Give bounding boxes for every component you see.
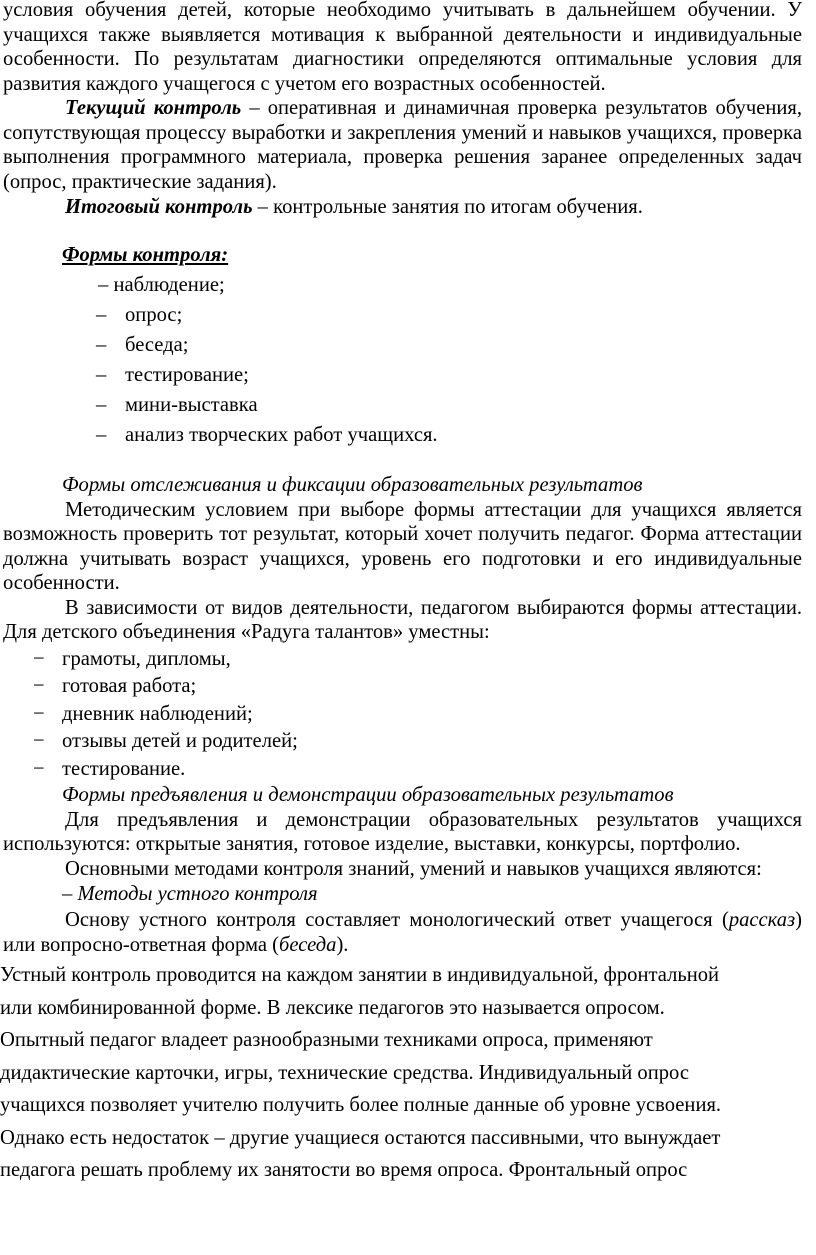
list-item: [0, 390, 802, 420]
presentation-paragraph-2: Основными методами контроля знаний, умений и навыков учащихся являются:: [65, 857, 762, 880]
list-item: [0, 646, 802, 674]
oral-story-term: рассказ: [728, 909, 796, 931]
text-line: педагога решать проблему их занятости во время опроса. Фронтальный опрос: [0, 1159, 688, 1181]
list-item-text: беседа;: [125, 333, 189, 356]
list-item: [0, 330, 802, 360]
control-forms-heading: [0, 242, 802, 268]
current-control-term: Текущий контроль: [65, 97, 242, 119]
text-line: дидактические карточки, игры, технические средства. Индивидуальный опрос: [0, 1061, 689, 1084]
dash-marker: −: [33, 702, 45, 725]
presentation-heading: Формы предъявления и демонстрации образовательных результатов: [62, 784, 674, 806]
dash-marker: −: [33, 647, 45, 670]
dash-marker: −: [33, 675, 45, 697]
list-item: – наблюдение;: [98, 273, 225, 296]
text-line: Однако есть недостаток – другие учащиеся остаются пассивными, что вынуждает: [0, 1126, 721, 1149]
list-item: [0, 360, 802, 390]
oral-text-c: ).: [336, 933, 349, 956]
oral-text-a: Основу устного контроля составляет монологический ответ учащегося (: [65, 909, 729, 931]
dash-marker: −: [33, 730, 45, 752]
dash-marker: –: [96, 363, 107, 386]
control-forms-list: [0, 270, 802, 450]
tracking-paragraph-2: В зависимости от видов деятельности, педагогом выбираются формы аттестации. Для детского объединения «Радуга талантов» уместны:: [3, 596, 802, 643]
text-line: учащихся позволяет учителю получить более полные данные об уровне усвоения.: [0, 1094, 722, 1116]
tracking-heading: Формы отслеживания и фиксации образовательных результатов: [62, 473, 643, 496]
control-forms-title: Формы контроля:: [62, 243, 229, 266]
list-item-text: опрос;: [125, 303, 183, 326]
final-control-paragraph: [0, 195, 802, 220]
list-item: [0, 300, 802, 330]
text-line: или комбинированной форме. В лексике педагогов это называется опросом.: [0, 996, 665, 1019]
list-item-text: готовая работа;: [62, 675, 197, 697]
list-item-text: дневник наблюдений;: [62, 702, 253, 725]
list-item-text: мини-выставка: [125, 393, 258, 416]
oral-talk-term: беседа: [279, 933, 337, 956]
current-control-text: – оперативная и динамичная проверка результатов обучения, сопутствующая процессу выработки и закрепления умений и навыков учащихся, проверка выполнения программного материала, проверка решения заранее определенных задач (опрос, практические задания).: [3, 97, 802, 193]
oral-paragraph-1: [0, 908, 802, 957]
presentation-paragraph-1: Для предъявления и демонстрации образовательных результатов учащихся используются: открытые занятия, готовое изделие, выставки, конкурсы, портфолио.: [3, 808, 802, 855]
list-item: [0, 420, 802, 450]
list-item-text: тестирование;: [125, 363, 249, 386]
list-item-text: грамоты, дипломы,: [62, 647, 231, 670]
list-item: [0, 728, 802, 756]
current-control-paragraph: [0, 96, 802, 194]
dash-marker: –: [96, 303, 107, 326]
list-item: [0, 701, 802, 729]
oral-heading-dash: –: [62, 883, 78, 905]
list-item-text: анализ творческих работ учащихся.: [125, 423, 438, 446]
dash-marker: –: [96, 393, 107, 416]
tracking-paragraph-1: Методическим условием при выборе формы аттестации для учащихся является возможность проверить тот результат, который хочет получить педагог. Форма аттестации должна учитывать возраст учащихся, уровень его подготовки и его индивидуальные особенности.: [3, 498, 802, 594]
dash-marker: –: [96, 333, 107, 356]
oral-heading-text: Методы устного контроля: [77, 883, 318, 905]
list-item-text: отзывы детей и родителей;: [62, 730, 298, 752]
final-control-term: Итоговый контроль: [65, 196, 253, 218]
text-line: Опытный педагог владеет разнообразными техниками опроса, применяют: [0, 1029, 653, 1051]
dash-marker: −: [33, 757, 45, 780]
list-item: [0, 756, 802, 784]
oral-methods-heading: [0, 881, 802, 908]
oral-text-b: ) или вопросно-ответная форма (: [3, 909, 802, 956]
final-control-text: – контрольные занятия по итогам обучения.: [252, 196, 643, 218]
dash-marker: –: [96, 423, 107, 446]
text-line: Устный контроль проводится на каждом занятии в индивидуальной, фронтальной: [0, 964, 720, 986]
attestation-forms-list: [0, 646, 802, 784]
oral-paragraph-2: [0, 959, 802, 1187]
intro-paragraph: условия обучения детей, которые необходимо учитывать в дальнейшем обучении. У учащихся также выявляется мотивация к выбранной деятельности и индивидуальные особенности. По результатам диагностики определяются оптимальные условия для развития каждого учащегося с учетом его возрастных особенностей.: [3, 0, 802, 95]
list-item-text: тестирование.: [62, 757, 186, 780]
list-item: [0, 673, 802, 701]
